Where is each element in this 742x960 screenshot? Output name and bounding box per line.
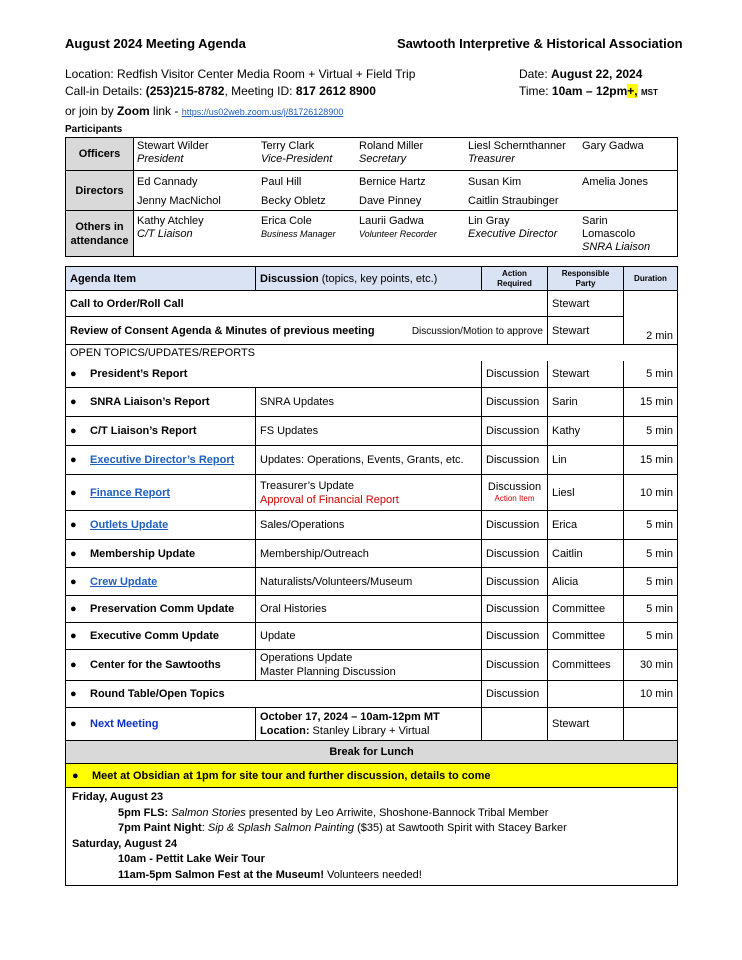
- agenda-row-snra: [66, 388, 678, 417]
- round-table-item-cell: ● Round Table/Open Topics: [66, 681, 482, 708]
- director-name: Susan Kim: [468, 176, 522, 188]
- agenda-resp: Sarin: [548, 388, 624, 417]
- agenda-title: August 2024 Meeting Agenda: [65, 36, 246, 51]
- ed-item-cell: ● Executive Director’s Report: [66, 446, 256, 475]
- agenda-row-preservation: [66, 596, 678, 623]
- agenda-duration: 15 min: [624, 388, 678, 417]
- agenda-resp: Kathy: [548, 417, 624, 446]
- director-name: Jenny MacNichol: [137, 195, 221, 207]
- agenda-action: Discussion: [482, 650, 548, 681]
- consent-cell: [66, 317, 548, 345]
- agenda-discussion: Naturalists/Volunteers/Museum: [256, 568, 482, 596]
- agenda-duration: 5 min: [624, 568, 678, 596]
- agenda-discussion: Updates: Operations, Events, Grants, etc.: [256, 446, 482, 475]
- agenda-action: Discussion: [482, 361, 548, 388]
- agenda-row-round-table: [66, 681, 678, 708]
- director-name: Caitlin Straubinger: [468, 195, 559, 207]
- meeting-id-label: , Meeting ID:: [224, 84, 296, 98]
- event-colon: :: [201, 822, 208, 834]
- other-entry: [137, 215, 261, 254]
- obsidian-note: Meet at Obsidian at 1pm for site tour and further discussion, details to come: [92, 769, 491, 782]
- person-name: Kathy Atchley: [137, 215, 204, 227]
- officer-entry: [261, 140, 359, 166]
- other-entry: [468, 215, 582, 254]
- agenda-resp: Committee: [548, 623, 624, 650]
- agenda-item-name: Executive Comm Update: [90, 630, 219, 642]
- directors-cell: [134, 171, 678, 211]
- other-entry: [582, 215, 657, 254]
- header-discussion-bold: Discussion: [260, 272, 319, 285]
- break-for-lunch: Break for Lunch: [66, 741, 678, 764]
- executive-director-report-link[interactable]: Executive Director’s Report: [90, 454, 235, 466]
- next-meeting-label: Next Meeting: [90, 718, 159, 730]
- agenda-duration: 5 min: [624, 511, 678, 540]
- others-label: Others in attendance: [66, 211, 134, 257]
- zoom-mid: link -: [149, 104, 182, 118]
- person-name: Gary Gadwa: [582, 140, 644, 152]
- agenda-resp: Committees: [548, 650, 624, 681]
- director-name: Paul Hill: [261, 176, 302, 188]
- agenda-item-name: President’s Report: [90, 367, 188, 380]
- event-title: Sip & Splash Salmon Painting: [207, 822, 355, 834]
- next-meeting-item-cell: ● Next Meeting: [66, 708, 256, 741]
- person-role: President: [137, 153, 184, 165]
- header-responsible: Responsible Party: [548, 267, 624, 291]
- meeting-time: 10am – 12pm: [551, 84, 628, 98]
- finance-report-link[interactable]: Finance Report: [90, 486, 171, 499]
- person-name: Laurii Gadwa: [359, 215, 424, 227]
- agenda-item-name: Round Table/Open Topics: [90, 688, 225, 700]
- events-cell: [66, 788, 678, 886]
- agenda-action: Discussion: [482, 417, 548, 446]
- zoom-prefix: or join by: [65, 104, 118, 118]
- agenda-row-executive-director: [66, 446, 678, 475]
- event-time: 5pm FLS:: [118, 806, 169, 819]
- callin-number: (253)215-8782: [145, 84, 225, 98]
- agenda-item-name: C/T Liaison’s Report: [90, 425, 197, 437]
- saturday-event-2: [72, 868, 671, 884]
- next-meeting-date: October 17, 2024 – 10am-12pm MT: [260, 711, 440, 723]
- person-name: Roland Miller: [359, 140, 424, 152]
- officer-entry: [359, 140, 468, 166]
- participants-table: [65, 137, 678, 257]
- others-cell: [134, 211, 678, 257]
- preservation-item-cell: ● Preservation Comm Update: [66, 596, 256, 623]
- snra-item-cell: ● SNRA Liaison’s Report: [66, 388, 256, 417]
- consent-label: Review of Consent Agenda & Minutes of previous meeting: [70, 324, 375, 337]
- agenda-discussion: Treasurer’s Update: [260, 479, 354, 492]
- agenda-item-name: Membership Update: [90, 547, 196, 560]
- consent-resp: Stewart: [548, 317, 624, 345]
- zoom-link[interactable]: https://us02web.zoom.us/j/81726128900: [181, 107, 344, 117]
- agenda-discussion-second: Master Planning Discussion: [260, 666, 396, 678]
- agenda-row-finance: [66, 475, 678, 511]
- center-discussion-cell: [256, 650, 482, 681]
- event-title: 11am-5pm Salmon Fest at the Museum!: [118, 868, 324, 881]
- next-meeting-details: [256, 708, 482, 741]
- agenda-duration: 5 min: [624, 540, 678, 568]
- crew-item-cell: ● Crew Update: [66, 568, 256, 596]
- agenda-duration: 30 min: [624, 650, 678, 681]
- call-to-order-label: Call to Order/Roll Call: [66, 291, 548, 317]
- agenda-item-name: Preservation Comm Update: [90, 603, 235, 615]
- officers-cell: [134, 138, 678, 171]
- finance-action-cell: [482, 475, 548, 511]
- agenda-header-row: [66, 267, 678, 291]
- person-role: Business Manager: [261, 229, 336, 239]
- agenda-row-membership: [66, 540, 678, 568]
- agenda-row-president: [66, 361, 678, 388]
- agenda-row-center: [66, 650, 678, 681]
- person-role: Executive Director: [468, 228, 558, 240]
- next-meeting-action: [482, 708, 548, 741]
- agenda-resp: [548, 681, 624, 708]
- person-role: Vice-President: [261, 153, 333, 165]
- header-action: Action Required: [482, 267, 548, 291]
- directors-label: Directors: [66, 171, 134, 211]
- zoom-line: [65, 104, 343, 118]
- person-name: Erica Cole: [261, 215, 312, 227]
- agenda-discussion: Membership/Outreach: [256, 540, 482, 568]
- exec-comm-item-cell: ● Executive Comm Update: [66, 623, 256, 650]
- next-meeting-duration: [624, 708, 678, 741]
- ct-item-cell: ● C/T Liaison’s Report: [66, 417, 256, 446]
- agenda-action: Discussion: [482, 681, 548, 708]
- agenda-resp: Stewart: [548, 361, 624, 388]
- agenda-duration: 5 min: [624, 417, 678, 446]
- event-details: Volunteers needed!: [324, 868, 422, 881]
- agenda-duration: 5 min: [624, 623, 678, 650]
- agenda-resp: Caitlin: [548, 540, 624, 568]
- time-plus-highlight: +,: [627, 84, 638, 98]
- event-title: Salmon Stories: [171, 806, 246, 819]
- action-item-badge: Action Item: [494, 493, 535, 503]
- agenda-row-crew: [66, 568, 678, 596]
- event-time: 7pm Paint Night: [118, 822, 202, 834]
- agenda-row-next-meeting: [66, 708, 678, 741]
- officers-label: Officers: [66, 138, 134, 171]
- organization-name: Sawtooth Interpretive & Historical Association: [397, 36, 683, 51]
- agenda-discussion: Operations Update: [260, 652, 353, 664]
- officer-entry: [468, 140, 582, 166]
- time-line: [519, 84, 658, 98]
- next-meeting-location: Stanley Library + Virtual: [309, 725, 430, 737]
- agenda-action: Discussion: [482, 540, 548, 568]
- person-name: Lin Gray: [468, 215, 510, 227]
- officer-entry: [137, 140, 261, 166]
- saturday-heading: Saturday, August 24: [72, 837, 178, 850]
- time-zone: MST: [640, 88, 658, 97]
- consent-row: [66, 317, 678, 345]
- next-meeting-resp: Stewart: [548, 708, 624, 741]
- header-discussion-rest: (topics, key points, etc.): [318, 272, 438, 285]
- header-agenda-item: Agenda Item: [66, 267, 256, 291]
- time-label: Time:: [519, 84, 552, 98]
- agenda-action: Discussion: [482, 568, 548, 596]
- event-details: ($35) at Sawtooth Spirit with Stacey Barker: [354, 822, 567, 834]
- person-name: Terry Clark: [261, 140, 315, 152]
- events-row: [66, 788, 678, 886]
- agenda-discussion: Oral Histories: [256, 596, 482, 623]
- next-meeting-location-label: Location:: [260, 725, 310, 737]
- consent-duration: 2 min: [624, 291, 678, 345]
- center-item-cell: ● Center for the Sawtooths: [66, 650, 256, 681]
- outlets-item-cell: ● Outlets Update: [66, 511, 256, 540]
- call-to-order-resp: Stewart: [548, 291, 624, 317]
- finance-item-cell: ● Finance Report: [66, 475, 256, 511]
- agenda-resp: Liesl: [548, 475, 624, 511]
- location-line: Location: Redfish Visitor Center Media Room + Virtual + Field Trip: [65, 67, 416, 81]
- agenda-duration: 5 min: [624, 361, 678, 388]
- friday-heading: Friday, August 23: [72, 791, 164, 803]
- agenda-discussion: FS Updates: [256, 417, 482, 446]
- agenda-duration: 10 min: [624, 475, 678, 511]
- agenda-resp: Erica: [548, 511, 624, 540]
- consent-action: Discussion/Motion to approve: [411, 325, 543, 337]
- director-name: Ed Cannady: [137, 176, 198, 188]
- agenda-duration: 5 min: [624, 596, 678, 623]
- person-role: Secretary: [359, 153, 407, 165]
- agenda-item-name: SNRA Liaison’s Report: [90, 396, 210, 408]
- agenda-duration: 15 min: [624, 446, 678, 475]
- agenda-action: Discussion: [487, 480, 542, 493]
- break-row: [66, 741, 678, 764]
- director-name: Becky Obletz: [261, 195, 326, 207]
- saturday-event-1: 10am - Pettit Lake Weir Tour: [118, 853, 265, 865]
- friday-event-2: [72, 821, 671, 837]
- callin-label: Call-in Details:: [65, 84, 146, 98]
- open-topics-label: OPEN TOPICS/UPDATES/REPORTS: [66, 345, 678, 361]
- agenda-resp: Lin: [548, 446, 624, 475]
- person-role: Volunteer Recorder: [359, 229, 437, 239]
- outlets-update-link[interactable]: Outlets Update: [90, 519, 169, 531]
- other-entry: [359, 215, 468, 254]
- meeting-id: 817 2612 8900: [295, 84, 376, 98]
- date-label: Date:: [519, 67, 552, 81]
- agenda-row-executive-comm: [66, 623, 678, 650]
- agenda-table: [65, 266, 678, 886]
- person-role: C/T Liaison: [137, 228, 193, 240]
- director-name: Dave Pinney: [359, 195, 422, 207]
- participants-label: Participants: [65, 124, 123, 135]
- obsidian-cell: ● Meet at Obsidian at 1pm for site tour and further discussion, details to come: [66, 764, 678, 788]
- agenda-discussion: Sales/Operations: [256, 511, 482, 540]
- agenda-action: Discussion: [482, 388, 548, 417]
- call-to-order-row: [66, 291, 678, 317]
- director-name: Amelia Jones: [582, 176, 649, 188]
- agenda-item-name: Center for the Sawtooths: [90, 659, 221, 671]
- agenda-row-ct: [66, 417, 678, 446]
- friday-event-1: [72, 806, 671, 822]
- director-name: [582, 195, 657, 208]
- finance-discussion-cell: [256, 475, 482, 511]
- person-name: Stewart Wilder: [137, 140, 209, 152]
- person-role: Treasurer: [468, 153, 515, 165]
- officer-entry: [582, 140, 657, 166]
- agenda-discussion-approval: Approval of Financial Report: [260, 493, 399, 506]
- agenda-row-outlets: [66, 511, 678, 540]
- callin-line: [65, 84, 376, 98]
- agenda-action: Discussion: [482, 596, 548, 623]
- director-name: Bernice Hartz: [359, 176, 426, 188]
- agenda-resp: Alicia: [548, 568, 624, 596]
- crew-update-link[interactable]: Crew Update: [90, 575, 158, 588]
- agenda-action: Discussion: [482, 511, 548, 540]
- meeting-date: August 22, 2024: [551, 67, 643, 81]
- agenda-discussion: Update: [256, 623, 482, 650]
- zoom-word: Zoom: [117, 104, 150, 118]
- person-role: SNRA Liaison: [582, 241, 651, 253]
- president-item-cell: ● President’s Report: [66, 361, 482, 388]
- date-line: [519, 67, 642, 81]
- header-duration: Duration: [624, 267, 678, 291]
- obsidian-row: [66, 764, 678, 788]
- membership-item-cell: ● Membership Update: [66, 540, 256, 568]
- agenda-discussion: SNRA Updates: [256, 388, 482, 417]
- agenda-action: Discussion: [482, 446, 548, 475]
- agenda-resp: Committee: [548, 596, 624, 623]
- agenda-duration: 10 min: [624, 681, 678, 708]
- event-details: presented by Leo Arriwite, Shoshone-Bannock Tribal Member: [245, 806, 549, 819]
- agenda-action: Discussion: [482, 623, 548, 650]
- header-discussion: [256, 267, 482, 291]
- open-topics-row: [66, 345, 678, 361]
- person-name: Sarin Lomascolo: [582, 215, 636, 240]
- person-name: Liesl Schernthanner: [468, 140, 566, 152]
- other-entry: [261, 215, 359, 254]
